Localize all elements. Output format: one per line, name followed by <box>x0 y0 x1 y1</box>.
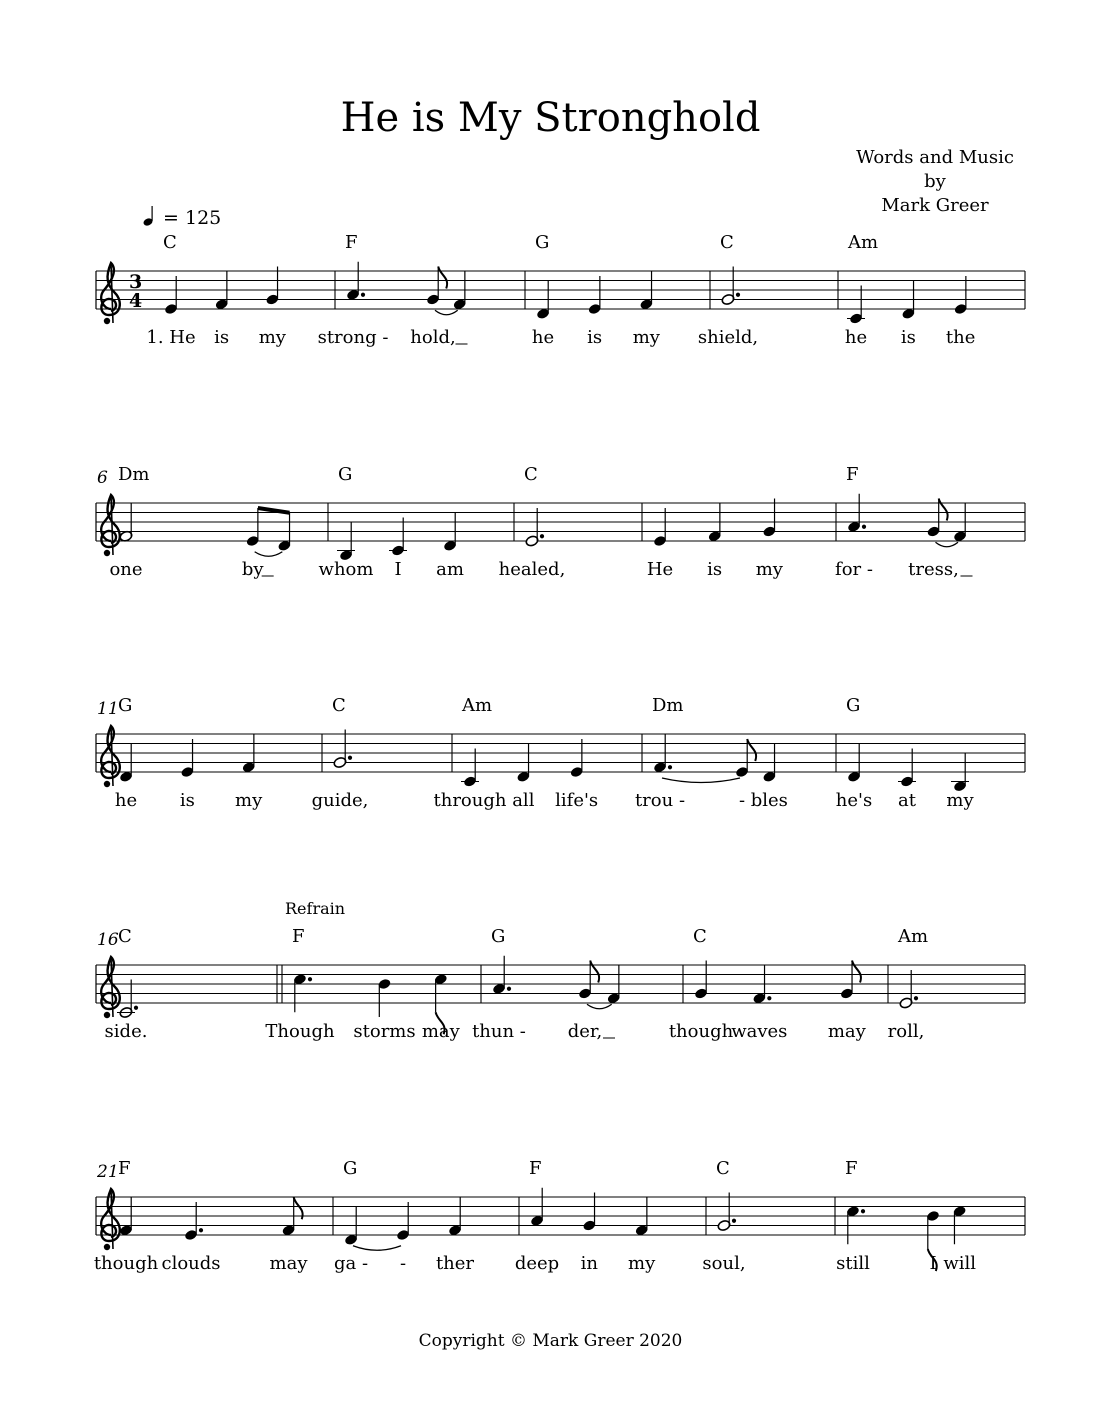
lyric-syllable: life's <box>555 790 599 811</box>
chord-symbol: Am <box>848 232 879 253</box>
lyric-syllable: though <box>668 1021 734 1042</box>
note <box>270 1197 309 1274</box>
lyric-syllable: guide, <box>311 790 369 811</box>
augmentation-dot <box>914 996 918 1000</box>
lyric-syllable: - <box>738 790 746 811</box>
treble-clef-tail <box>104 550 110 556</box>
lyric-syllable: my <box>235 790 263 811</box>
lyric-syllable: will <box>943 1253 977 1274</box>
note <box>898 749 917 812</box>
lyric-syllable: - <box>399 1253 407 1274</box>
lyric-syllable: am <box>436 559 464 580</box>
augmentation-dot <box>862 525 866 529</box>
credit-line-2: by <box>924 171 946 192</box>
chord-symbol: G <box>491 926 506 947</box>
augmentation-dot <box>507 987 511 991</box>
lyric-syllable: all <box>512 790 535 811</box>
chord-symbol: Dm <box>652 695 684 716</box>
lyric-syllable: one <box>109 559 143 580</box>
eighth-flag <box>438 267 447 289</box>
note <box>901 281 916 348</box>
lyric-syllable: at <box>898 790 916 811</box>
note <box>581 1193 599 1275</box>
note <box>436 513 464 580</box>
note <box>707 503 722 580</box>
staff-system <box>96 899 1025 1042</box>
tie <box>435 310 458 315</box>
note <box>731 965 787 1042</box>
chord-symbol: F <box>292 926 305 947</box>
staff-system <box>94 1158 1025 1274</box>
chord-symbol: F <box>845 1158 858 1179</box>
augmentation-dot <box>348 756 352 760</box>
song-title: He is My Stronghold <box>340 95 761 141</box>
lyric-syllable: hold, <box>410 327 456 348</box>
note <box>434 749 507 812</box>
note <box>532 281 554 348</box>
note <box>389 518 407 581</box>
rehearsal-mark: Refrain <box>285 899 346 918</box>
lyric-syllable: is <box>214 327 230 348</box>
tie <box>255 552 283 557</box>
tie <box>587 1004 612 1009</box>
lyric-syllable: healed, <box>498 559 566 580</box>
lyric-syllable: he's <box>835 790 873 811</box>
chord-symbol: C <box>720 232 734 253</box>
note <box>555 739 598 811</box>
credit-line-1: Words and Music <box>856 147 1014 168</box>
note <box>515 1188 559 1274</box>
note <box>647 508 673 580</box>
eighth-flag <box>590 961 599 983</box>
augmentation-dot <box>668 765 672 769</box>
augmentation-dot <box>199 1228 203 1232</box>
lyric-syllable: side. <box>104 1021 148 1042</box>
note <box>756 499 784 581</box>
note <box>94 1197 159 1274</box>
note <box>607 965 621 1004</box>
note <box>953 503 967 542</box>
augmentation-dot <box>361 293 365 297</box>
lyric-syllable: he <box>114 790 138 811</box>
note <box>265 973 335 1042</box>
lyric-syllable: ther <box>435 1253 475 1274</box>
treble-clef-tail <box>104 1244 110 1250</box>
note <box>235 734 263 811</box>
measure-number: 6 <box>97 468 108 488</box>
measure-number: 21 <box>97 1162 119 1182</box>
staff-system <box>96 695 1025 811</box>
note <box>353 978 415 1042</box>
lyric-syllable: in <box>580 1253 599 1274</box>
chord-symbol: Dm <box>118 464 150 485</box>
copyright-notice: Copyright © Mark Greer 2020 <box>418 1331 683 1351</box>
lyric-syllable: I <box>394 559 402 580</box>
note <box>436 1197 474 1274</box>
note <box>669 961 734 1043</box>
eighth-flag <box>747 739 756 761</box>
lyric-syllable: waves <box>731 1021 788 1042</box>
note <box>499 508 566 580</box>
lyric-syllable: bles <box>750 790 788 811</box>
measure-number: 11 <box>97 699 119 719</box>
lyric-syllable: the <box>945 327 976 348</box>
chord-symbol: F <box>846 464 859 485</box>
tie <box>353 1246 401 1251</box>
lyric-syllable: he <box>531 327 555 348</box>
note <box>943 1205 976 1274</box>
lyric-syllable: my <box>632 327 660 348</box>
note <box>512 744 534 811</box>
chord-symbol: C <box>716 1158 730 1179</box>
lyric-syllable: 1. He <box>146 327 196 348</box>
augmentation-dot <box>767 996 771 1000</box>
lyric-syllable: thun - <box>472 1021 526 1042</box>
lyric-syllable: roll, <box>887 1021 925 1042</box>
note <box>888 970 925 1042</box>
note <box>422 973 461 1042</box>
note <box>946 753 974 811</box>
augmentation-dot <box>861 1209 865 1213</box>
note <box>214 271 229 348</box>
note <box>180 739 195 811</box>
lyric-syllable: is <box>179 790 195 811</box>
note <box>568 961 615 1043</box>
note <box>242 508 274 580</box>
chord-symbol: G <box>118 695 133 716</box>
time-signature-top: 3 <box>129 271 143 293</box>
note <box>472 956 526 1042</box>
lyric-syllable: by <box>241 559 264 580</box>
credit-line-3: Mark Greer <box>881 195 989 216</box>
chord-symbol: F <box>118 1158 131 1179</box>
lyric-syllable: my <box>258 327 286 348</box>
lyric-syllable: shield, <box>697 327 759 348</box>
note <box>277 513 291 552</box>
eighth-flag <box>852 961 861 983</box>
note <box>845 286 867 349</box>
note <box>453 271 467 310</box>
note <box>835 494 873 580</box>
lyric-syllable: may <box>421 1021 460 1042</box>
tie <box>662 778 740 783</box>
treble-clef-tail <box>104 1012 110 1018</box>
chord-symbol: G <box>343 1158 358 1179</box>
chord-symbol: Am <box>462 695 493 716</box>
lyric-syllable: my <box>755 559 783 580</box>
lyric-syllable: may <box>827 1021 866 1042</box>
note <box>633 271 661 348</box>
lyric-syllable: tress, <box>908 559 959 580</box>
note <box>396 1202 410 1274</box>
chord-symbol: C <box>332 695 346 716</box>
note <box>259 267 287 349</box>
chord-symbol: F <box>345 232 358 253</box>
treble-clef-tail <box>104 318 110 324</box>
chord-symbol: G <box>338 464 353 485</box>
chord-symbol: G <box>535 232 550 253</box>
treble-clef-tail <box>104 781 110 787</box>
lyric-syllable: through <box>433 790 507 811</box>
lyric-syllable: deep <box>514 1253 560 1274</box>
chord-symbol: C <box>118 926 132 947</box>
chord-symbol: C <box>524 464 538 485</box>
note <box>161 1202 220 1274</box>
lyric-syllable: ga - <box>333 1253 369 1274</box>
note <box>587 276 602 348</box>
lyric-syllable: may <box>269 1253 308 1274</box>
note <box>319 522 374 580</box>
lyric-syllable: I <box>929 1253 937 1274</box>
lyric-syllable: He <box>646 559 674 580</box>
note <box>828 961 867 1043</box>
lyric-syllable: he <box>844 327 868 348</box>
lyric-syllable: clouds <box>161 1253 221 1274</box>
lyric-syllable: is <box>707 559 723 580</box>
chord-symbol: C <box>693 926 707 947</box>
lyric-syllable: strong - <box>317 327 389 348</box>
chord-symbol: G <box>846 695 861 716</box>
lyric-syllable: storms <box>353 1021 416 1042</box>
time-signature-bottom: 4 <box>129 290 143 312</box>
note <box>698 267 758 349</box>
staff-system <box>96 232 1025 348</box>
staff-system <box>96 464 1025 580</box>
augmentation-dot <box>308 977 312 981</box>
lyric-syllable: is <box>900 327 916 348</box>
note <box>146 276 195 348</box>
note <box>836 744 872 811</box>
note <box>946 276 975 348</box>
note <box>115 744 137 811</box>
note <box>312 730 369 812</box>
lyric-syllable: though <box>93 1253 159 1274</box>
eighth-flag <box>939 499 948 521</box>
lyric-syllable: Though <box>265 1021 335 1042</box>
tempo-value: = 125 <box>163 207 222 229</box>
lyric-syllable: soul, <box>702 1253 746 1274</box>
note <box>105 980 148 1043</box>
note <box>836 1205 870 1274</box>
note <box>628 1197 656 1274</box>
lyric-syllable: for - <box>835 559 873 580</box>
lyric-syllable: my <box>946 790 974 811</box>
lyric-syllable: trou - <box>634 790 686 811</box>
measure-number: 16 <box>97 930 119 950</box>
chord-symbol: F <box>529 1158 542 1179</box>
augmentation-dot <box>540 534 544 538</box>
note <box>926 1210 940 1274</box>
note <box>702 1193 745 1275</box>
lyric-syllable: my <box>628 1253 656 1274</box>
chord-symbol: C <box>163 232 177 253</box>
lyric-syllable: der, <box>567 1021 603 1042</box>
augmentation-dot <box>732 1219 736 1223</box>
lyric-syllable: is <box>587 327 603 348</box>
lyric-syllable: still <box>836 1253 870 1274</box>
augmentation-dot <box>736 293 740 297</box>
chord-symbol: Am <box>898 926 929 947</box>
lyric-syllable: whom <box>318 559 374 580</box>
augmentation-dot <box>134 1006 138 1010</box>
note <box>318 262 389 348</box>
note <box>334 1207 368 1274</box>
tie <box>936 542 959 547</box>
